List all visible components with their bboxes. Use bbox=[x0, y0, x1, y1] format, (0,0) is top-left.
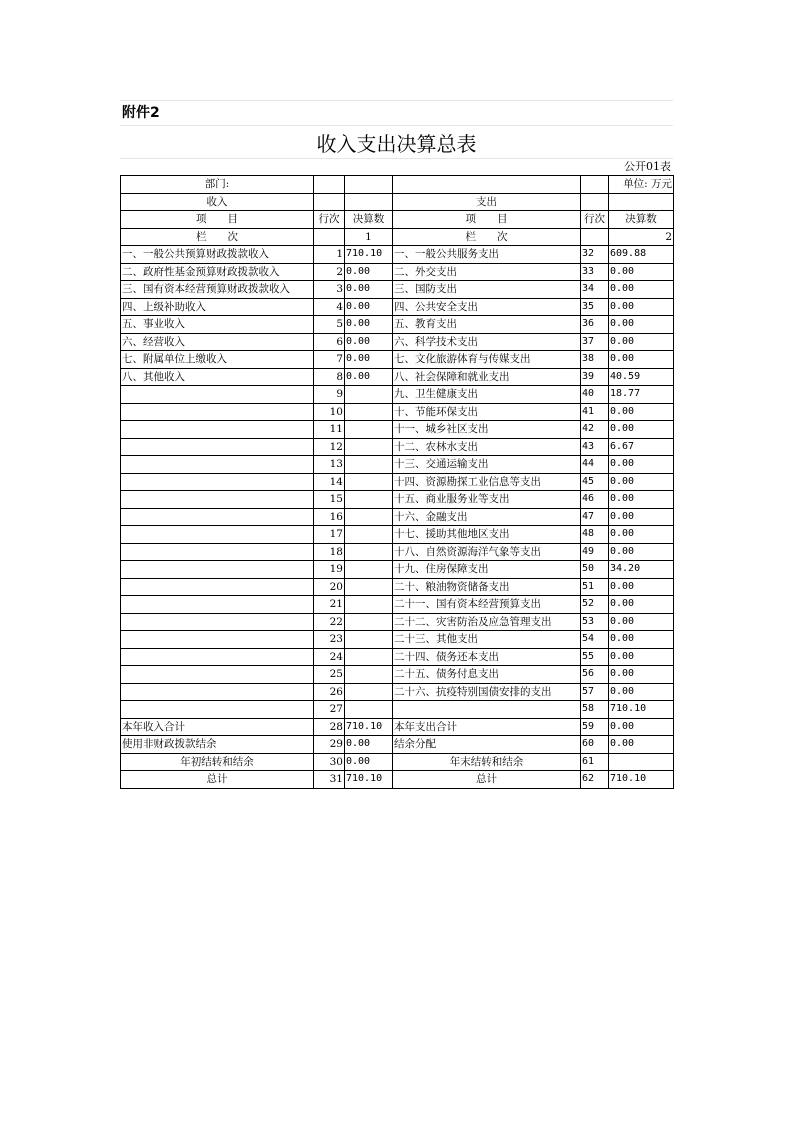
income-amount: 710.10 bbox=[345, 771, 393, 789]
income-line-number: 11 bbox=[314, 421, 345, 439]
table-row bbox=[121, 718, 674, 736]
expense-item: 九、卫生健康支出 bbox=[393, 386, 581, 404]
expense-amount: 0.00 bbox=[609, 473, 674, 491]
income-line-number: 29 bbox=[314, 736, 345, 754]
expense-item bbox=[393, 701, 581, 719]
income-amount: 0.00 bbox=[345, 368, 393, 386]
department-label: 部门: bbox=[121, 176, 314, 194]
income-amount bbox=[345, 666, 393, 684]
expense-amount: 0.00 bbox=[609, 596, 674, 614]
expense-amount: 0.00 bbox=[609, 683, 674, 701]
expense-line-number: 41 bbox=[581, 403, 609, 421]
expense-line-number: 43 bbox=[581, 438, 609, 456]
income-line-number: 18 bbox=[314, 543, 345, 561]
table-row bbox=[121, 263, 674, 281]
expense-amount: 0.00 bbox=[609, 403, 674, 421]
income-line-number: 10 bbox=[314, 403, 345, 421]
income-line-number: 5 bbox=[314, 316, 345, 334]
income-item bbox=[121, 631, 314, 649]
column-header-row bbox=[121, 211, 674, 229]
income-item bbox=[121, 543, 314, 561]
expense-amount: 0.00 bbox=[609, 456, 674, 474]
table-row bbox=[121, 491, 674, 509]
expense-amount: 34.20 bbox=[609, 561, 674, 579]
table-row bbox=[121, 508, 674, 526]
income-line-number: 15 bbox=[314, 491, 345, 509]
income-item bbox=[121, 666, 314, 684]
expense-line-number: 34 bbox=[581, 281, 609, 299]
expense-line-number: 56 bbox=[581, 666, 609, 684]
income-line-number: 2 bbox=[314, 263, 345, 281]
income-item: 使用非财政拨款结余 bbox=[121, 736, 314, 754]
expense-item: 十、节能环保支出 bbox=[393, 403, 581, 421]
income-item: 二、政府性基金预算财政拨款收入 bbox=[121, 263, 314, 281]
income-line-number: 31 bbox=[314, 771, 345, 789]
table-row bbox=[121, 683, 674, 701]
income-header: 收入 bbox=[121, 193, 314, 211]
expense-amount: 18.77 bbox=[609, 386, 674, 404]
unit-label: 单位: 万元 bbox=[609, 176, 674, 194]
table-row bbox=[121, 736, 674, 754]
expense-item: 年末结转和结余 bbox=[393, 753, 581, 771]
table-row bbox=[121, 596, 674, 614]
income-line-number: 17 bbox=[314, 526, 345, 544]
expense-header: 支出 bbox=[393, 193, 581, 211]
income-item bbox=[121, 701, 314, 719]
income-amount: 0.00 bbox=[345, 263, 393, 281]
income-amount bbox=[345, 613, 393, 631]
income-amount bbox=[345, 526, 393, 544]
table-row bbox=[121, 473, 674, 491]
income-line-number: 23 bbox=[314, 631, 345, 649]
table-row bbox=[121, 438, 674, 456]
income-line-number: 30 bbox=[314, 753, 345, 771]
income-item bbox=[121, 438, 314, 456]
report-frame bbox=[120, 100, 673, 789]
expense-amount: 710.10 bbox=[609, 771, 674, 789]
table-row bbox=[121, 613, 674, 631]
expense-item: 七、文化旅游体育与传媒支出 bbox=[393, 351, 581, 369]
income-amount bbox=[345, 648, 393, 666]
income-item bbox=[121, 648, 314, 666]
table-row bbox=[121, 561, 674, 579]
income-line-number: 20 bbox=[314, 578, 345, 596]
income-amount bbox=[345, 543, 393, 561]
expense-item: 八、社会保障和就业支出 bbox=[393, 368, 581, 386]
income-amount: 0.00 bbox=[345, 316, 393, 334]
expense-line-number: 62 bbox=[581, 771, 609, 789]
expense-item: 十二、农林水支出 bbox=[393, 438, 581, 456]
income-line-number: 26 bbox=[314, 683, 345, 701]
expense-amount: 710.10 bbox=[609, 701, 674, 719]
expense-amount: 0.00 bbox=[609, 648, 674, 666]
income-amount bbox=[345, 403, 393, 421]
income-item: 总计 bbox=[121, 771, 314, 789]
income-line-number: 16 bbox=[314, 508, 345, 526]
expense-line-number: 42 bbox=[581, 421, 609, 439]
table-row bbox=[121, 771, 674, 789]
income-item: 一、一般公共预算财政拨款收入 bbox=[121, 246, 314, 264]
expense-line-number: 39 bbox=[581, 368, 609, 386]
table-row bbox=[121, 421, 674, 439]
table-row bbox=[121, 701, 674, 719]
income-line-number: 24 bbox=[314, 648, 345, 666]
income-item: 四、上级补助收入 bbox=[121, 298, 314, 316]
table-row bbox=[121, 403, 674, 421]
income-amount bbox=[345, 701, 393, 719]
expense-line-number: 45 bbox=[581, 473, 609, 491]
income-line-number: 13 bbox=[314, 456, 345, 474]
expense-amount: 0.00 bbox=[609, 718, 674, 736]
income-item: 年初结转和结余 bbox=[121, 753, 314, 771]
expense-item: 一、一般公共服务支出 bbox=[393, 246, 581, 264]
table-row bbox=[121, 316, 674, 334]
income-item bbox=[121, 683, 314, 701]
table-row bbox=[121, 526, 674, 544]
income-amount bbox=[345, 473, 393, 491]
expense-item: 十九、住房保障支出 bbox=[393, 561, 581, 579]
expense-line-number: 49 bbox=[581, 543, 609, 561]
expense-item: 二十六、抗疫特别国债安排的支出 bbox=[393, 683, 581, 701]
income-amount: 0.00 bbox=[345, 281, 393, 299]
table-row bbox=[121, 386, 674, 404]
income-item: 三、国有资本经营预算财政拨款收入 bbox=[121, 281, 314, 299]
income-amount bbox=[345, 491, 393, 509]
income-amount: 0.00 bbox=[345, 351, 393, 369]
income-line-number: 19 bbox=[314, 561, 345, 579]
income-line-number: 6 bbox=[314, 333, 345, 351]
income-amount bbox=[345, 561, 393, 579]
expense-line-number: 61 bbox=[581, 753, 609, 771]
expense-item: 总计 bbox=[393, 771, 581, 789]
expense-line-number: 38 bbox=[581, 351, 609, 369]
income-lanci-label: 栏 次 bbox=[121, 228, 314, 246]
income-item bbox=[121, 403, 314, 421]
income-item bbox=[121, 421, 314, 439]
table-row bbox=[121, 298, 674, 316]
expense-line-number: 55 bbox=[581, 648, 609, 666]
income-amount-header: 决算数 bbox=[345, 211, 393, 229]
income-item: 八、其他收入 bbox=[121, 368, 314, 386]
income-amount: 710.10 bbox=[345, 246, 393, 264]
expense-item: 十五、商业服务业等支出 bbox=[393, 491, 581, 509]
expense-amount: 0.00 bbox=[609, 281, 674, 299]
income-line-number: 25 bbox=[314, 666, 345, 684]
expense-amount: 0.00 bbox=[609, 491, 674, 509]
income-amount bbox=[345, 421, 393, 439]
income-line-number: 22 bbox=[314, 613, 345, 631]
income-item bbox=[121, 613, 314, 631]
income-line-number: 27 bbox=[314, 701, 345, 719]
expense-amount: 0.00 bbox=[609, 631, 674, 649]
income-line-number: 8 bbox=[314, 368, 345, 386]
expense-item: 二十二、灾害防治及应急管理支出 bbox=[393, 613, 581, 631]
expense-item: 十三、交通运输支出 bbox=[393, 456, 581, 474]
expense-line-number: 50 bbox=[581, 561, 609, 579]
expense-line-number: 35 bbox=[581, 298, 609, 316]
expense-amount: 40.59 bbox=[609, 368, 674, 386]
expense-item: 二、外交支出 bbox=[393, 263, 581, 281]
expense-amount: 0.00 bbox=[609, 333, 674, 351]
expense-amount: 0.00 bbox=[609, 543, 674, 561]
income-column-number: 1 bbox=[345, 228, 393, 246]
income-item bbox=[121, 508, 314, 526]
income-amount bbox=[345, 683, 393, 701]
income-expense-table bbox=[120, 175, 674, 789]
expense-amount: 0.00 bbox=[609, 316, 674, 334]
income-line-number: 1 bbox=[314, 246, 345, 264]
expense-line-number: 59 bbox=[581, 718, 609, 736]
expense-line-number: 33 bbox=[581, 263, 609, 281]
income-amount bbox=[345, 386, 393, 404]
income-item bbox=[121, 596, 314, 614]
income-line-number: 21 bbox=[314, 596, 345, 614]
income-item bbox=[121, 561, 314, 579]
expense-amount: 609.88 bbox=[609, 246, 674, 264]
expense-line-number: 57 bbox=[581, 683, 609, 701]
expense-item: 二十四、债务还本支出 bbox=[393, 648, 581, 666]
income-item: 五、事业收入 bbox=[121, 316, 314, 334]
income-amount: 0.00 bbox=[345, 736, 393, 754]
table-row bbox=[121, 281, 674, 299]
expense-amount bbox=[609, 753, 674, 771]
table-row bbox=[121, 333, 674, 351]
expense-item: 十六、金融支出 bbox=[393, 508, 581, 526]
income-amount bbox=[345, 631, 393, 649]
expense-amount: 0.00 bbox=[609, 421, 674, 439]
income-item: 六、经营收入 bbox=[121, 333, 314, 351]
income-line-number: 28 bbox=[314, 718, 345, 736]
expense-line-number: 58 bbox=[581, 701, 609, 719]
expense-item: 四、公共安全支出 bbox=[393, 298, 581, 316]
expense-amount: 0.00 bbox=[609, 351, 674, 369]
income-line-header: 行次 bbox=[314, 211, 345, 229]
section-header-row bbox=[121, 193, 674, 211]
income-item bbox=[121, 491, 314, 509]
expense-line-number: 37 bbox=[581, 333, 609, 351]
expense-column-number: 2 bbox=[609, 228, 674, 246]
report-title: 收入支出决算总表 bbox=[120, 125, 673, 158]
income-amount bbox=[345, 578, 393, 596]
expense-line-number: 47 bbox=[581, 508, 609, 526]
income-item-header: 项 目 bbox=[121, 211, 314, 229]
expense-amount: 0.00 bbox=[609, 666, 674, 684]
income-item: 七、附属单位上缴收入 bbox=[121, 351, 314, 369]
income-item bbox=[121, 526, 314, 544]
income-amount: 0.00 bbox=[345, 298, 393, 316]
expense-amount: 0.00 bbox=[609, 526, 674, 544]
expense-line-number: 44 bbox=[581, 456, 609, 474]
income-item bbox=[121, 386, 314, 404]
expense-item: 二十、粮油物资储备支出 bbox=[393, 578, 581, 596]
income-amount bbox=[345, 508, 393, 526]
income-item: 本年收入合计 bbox=[121, 718, 314, 736]
expense-amount: 0.00 bbox=[609, 298, 674, 316]
expense-item: 二十三、其他支出 bbox=[393, 631, 581, 649]
expense-line-number: 46 bbox=[581, 491, 609, 509]
income-amount bbox=[345, 456, 393, 474]
expense-line-number: 52 bbox=[581, 596, 609, 614]
table-row bbox=[121, 666, 674, 684]
table-row bbox=[121, 368, 674, 386]
expense-item: 结余分配 bbox=[393, 736, 581, 754]
form-code: 公开01表 bbox=[120, 158, 673, 175]
expense-item: 十八、自然资源海洋气象等支出 bbox=[393, 543, 581, 561]
income-item bbox=[121, 473, 314, 491]
income-item bbox=[121, 456, 314, 474]
expense-item: 六、科学技术支出 bbox=[393, 333, 581, 351]
expense-amount: 0.00 bbox=[609, 578, 674, 596]
expense-item-header: 项 目 bbox=[393, 211, 581, 229]
expense-amount: 0.00 bbox=[609, 263, 674, 281]
expense-item: 五、教育支出 bbox=[393, 316, 581, 334]
expense-item: 十一、城乡社区支出 bbox=[393, 421, 581, 439]
income-line-number: 14 bbox=[314, 473, 345, 491]
income-amount: 0.00 bbox=[345, 333, 393, 351]
dept-row bbox=[121, 176, 674, 194]
expense-amount: 0.00 bbox=[609, 508, 674, 526]
income-line-number: 12 bbox=[314, 438, 345, 456]
expense-item: 二十五、债务付息支出 bbox=[393, 666, 581, 684]
income-amount bbox=[345, 438, 393, 456]
income-line-number: 7 bbox=[314, 351, 345, 369]
expense-line-number: 51 bbox=[581, 578, 609, 596]
income-amount: 710.10 bbox=[345, 718, 393, 736]
income-item bbox=[121, 578, 314, 596]
expense-amount: 6.67 bbox=[609, 438, 674, 456]
income-amount: 0.00 bbox=[345, 753, 393, 771]
expense-item: 十四、资源勘探工业信息等支出 bbox=[393, 473, 581, 491]
expense-line-number: 40 bbox=[581, 386, 609, 404]
income-line-number: 3 bbox=[314, 281, 345, 299]
expense-line-number: 54 bbox=[581, 631, 609, 649]
table-row bbox=[121, 543, 674, 561]
expense-line-number: 53 bbox=[581, 613, 609, 631]
expense-item: 二十一、国有资本经营预算支出 bbox=[393, 596, 581, 614]
table-row bbox=[121, 578, 674, 596]
attachment-label: 附件2 bbox=[120, 100, 673, 125]
table-row bbox=[121, 246, 674, 264]
expense-item: 十七、援助其他地区支出 bbox=[393, 526, 581, 544]
expense-line-number: 36 bbox=[581, 316, 609, 334]
expense-lanci-label: 栏 次 bbox=[393, 228, 581, 246]
table-row bbox=[121, 351, 674, 369]
expense-amount: 0.00 bbox=[609, 736, 674, 754]
income-line-number: 4 bbox=[314, 298, 345, 316]
expense-line-number: 48 bbox=[581, 526, 609, 544]
expense-amount: 0.00 bbox=[609, 613, 674, 631]
table-row bbox=[121, 753, 674, 771]
table-row bbox=[121, 631, 674, 649]
income-line-number: 9 bbox=[314, 386, 345, 404]
expense-line-number: 32 bbox=[581, 246, 609, 264]
table-row bbox=[121, 456, 674, 474]
expense-item: 三、国防支出 bbox=[393, 281, 581, 299]
expense-line-number: 60 bbox=[581, 736, 609, 754]
income-amount bbox=[345, 596, 393, 614]
column-number-row bbox=[121, 228, 674, 246]
expense-amount-header: 决算数 bbox=[609, 211, 674, 229]
expense-item: 本年支出合计 bbox=[393, 718, 581, 736]
table-row bbox=[121, 648, 674, 666]
expense-line-header: 行次 bbox=[581, 211, 609, 229]
